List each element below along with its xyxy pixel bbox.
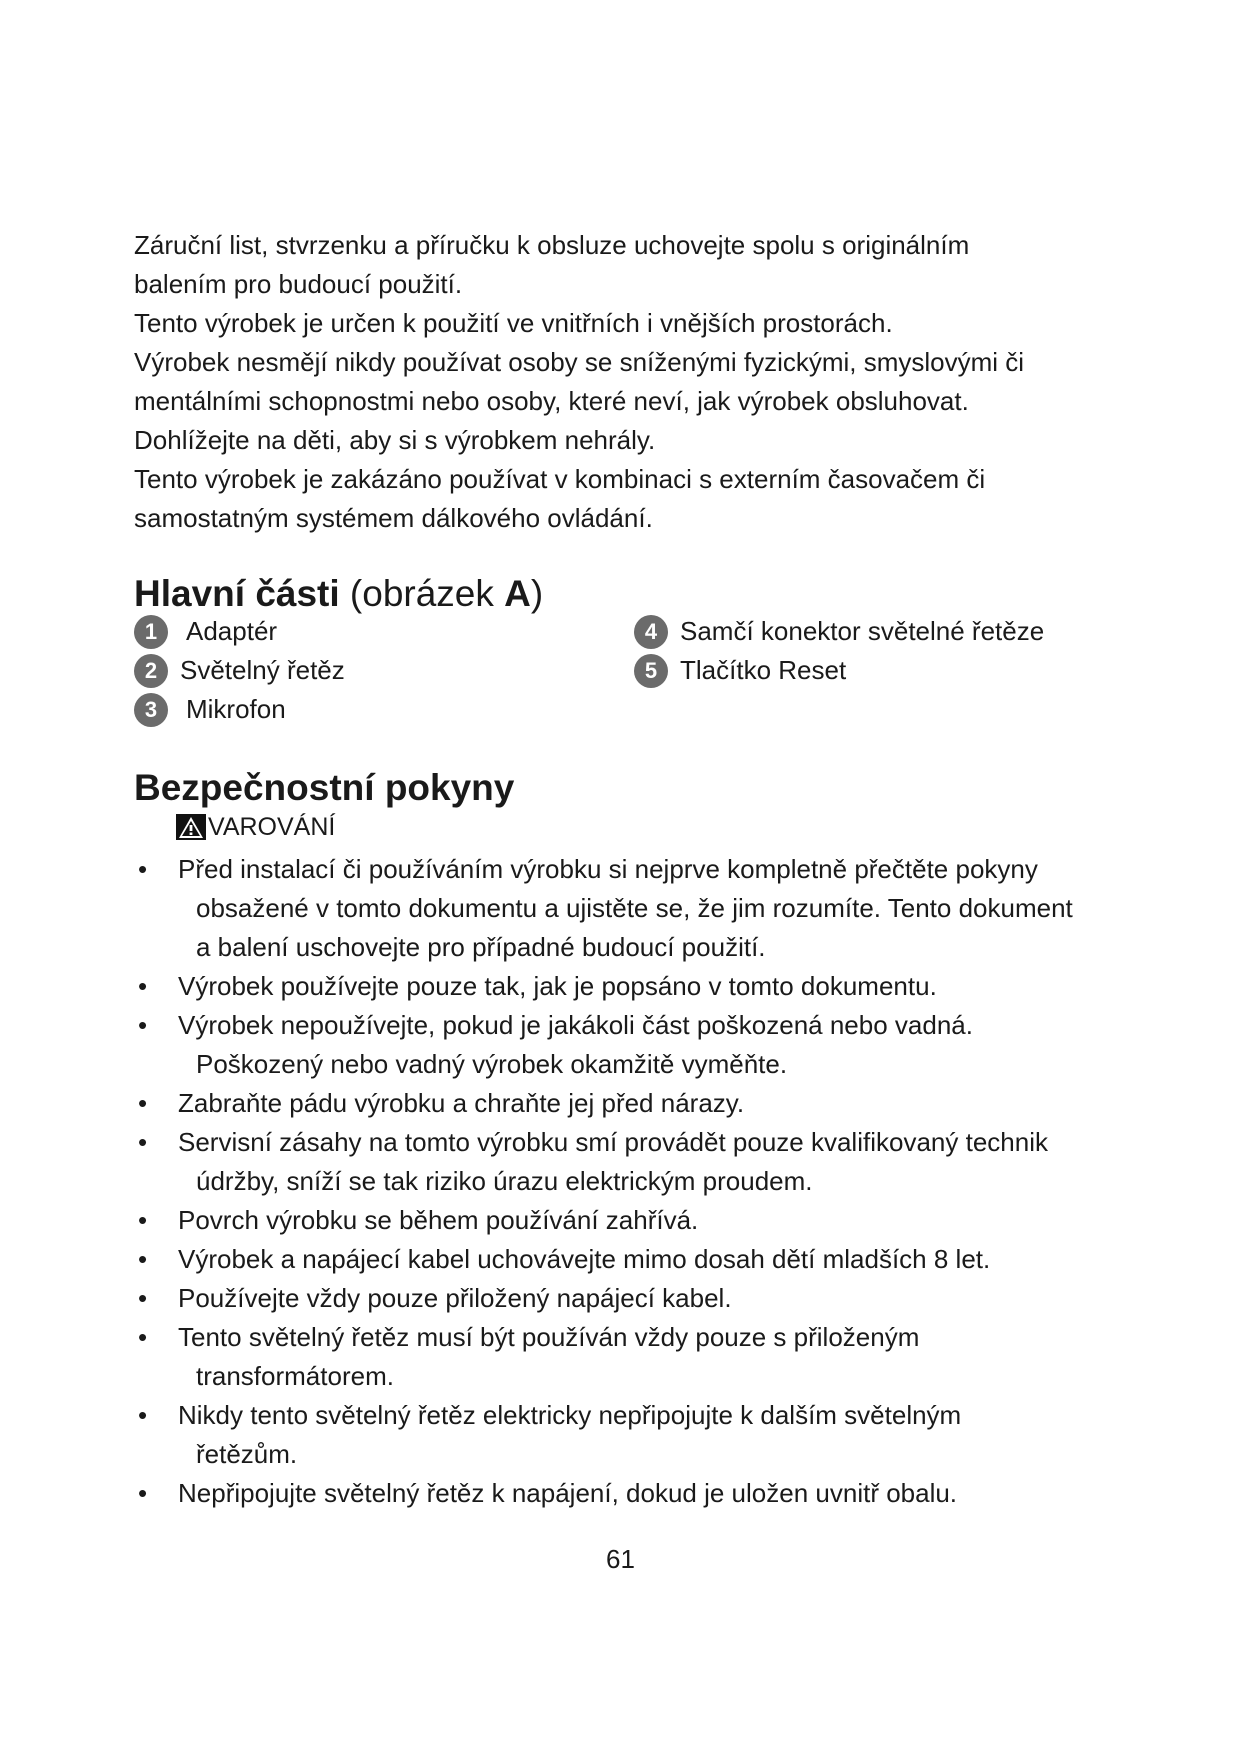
part-number-badge: 5 <box>634 654 668 688</box>
list-item: • Před instalací či používáním výrobku si nejprve kompletně přečtěte pokyny obsažené v tomto dokumentu a ujistěte se, že jim rozumíte. Tento dokument a balení uschovejte pro případné budoucí použití. <box>134 850 1134 967</box>
list-item: • Výrobek používejte pouze tak, jak je popsáno v tomto dokumentu. <box>134 967 1134 1006</box>
intro-line: samostatným systémem dálkového ovládání. <box>134 503 653 533</box>
list-item: • Povrch výrobku se během používání zahřívá. <box>134 1201 1134 1240</box>
list-item: • Výrobek nepoužívejte, pokud je jakákoli část poškozená nebo vadná. Poškozený nebo vadný výrobek okamžitě vyměňte. <box>134 1006 1134 1084</box>
part-item <box>134 651 345 690</box>
parts-list-left <box>134 612 345 729</box>
main-parts-heading-close: ) <box>530 573 544 614</box>
part-item <box>134 612 345 651</box>
part-number-badge: 2 <box>134 654 168 688</box>
part-label: Světelný řetěz <box>180 655 345 685</box>
list-item: • Zabraňte pádu výrobku a chraňte jej před nárazy. <box>134 1084 1134 1123</box>
part-number-badge: 3 <box>134 693 168 727</box>
warning-label: VAROVÁNÍ <box>208 812 336 841</box>
list-item: • Výrobek a napájecí kabel uchovávejte mimo dosah dětí mladších 8 let. <box>134 1240 1134 1279</box>
part-item <box>634 651 1044 690</box>
intro-line: Výrobek nesmějí nikdy používat osoby se sníženými fyzickými, smyslovými či <box>134 347 1025 377</box>
list-item: • Tento světelný řetěz musí být používán vždy pouze s přiloženým transformátorem. <box>134 1318 1134 1396</box>
intro-line: mentálními schopnostmi nebo osoby, které neví, jak výrobek obsluhovat. <box>134 386 969 416</box>
main-parts-heading-letter: A <box>504 573 531 614</box>
warning-triangle-icon <box>176 814 206 840</box>
warning-label-row <box>176 810 335 844</box>
main-parts-heading-normal: (obrázek <box>339 573 505 614</box>
main-parts-heading-bold: Hlavní části <box>134 573 340 614</box>
intro-line: Tento výrobek je zakázáno používat v kombinaci s externím časovačem či <box>134 464 986 494</box>
intro-line: balením pro budoucí použití. <box>134 269 463 299</box>
safety-instructions-list <box>134 850 1134 1513</box>
part-label: Samčí konektor světelné řetěze <box>680 616 1045 646</box>
list-item: • Nepřipojujte světelný řetěz k napájení, dokud je uložen uvnitř obalu. <box>134 1474 1134 1513</box>
intro-line: Tento výrobek je určen k použití ve vnitřních i vnějších prostorách. <box>134 308 893 338</box>
part-item <box>134 690 345 729</box>
part-number-badge: 1 <box>134 615 168 649</box>
parts-list-right <box>634 612 1044 690</box>
part-item <box>634 612 1044 651</box>
safety-heading: Bezpečnostní pokyny <box>134 767 515 808</box>
list-item: • Používejte vždy pouze přiložený napájecí kabel. <box>134 1279 1134 1318</box>
part-label: Mikrofon <box>186 694 286 724</box>
part-label: Adaptér <box>186 616 278 646</box>
intro-line: Záruční list, stvrzenku a příručku k obsluze uchovejte spolu s originálním <box>134 230 970 260</box>
part-label: Tlačítko Reset <box>680 655 847 685</box>
intro-line: Dohlížejte na děti, aby si s výrobkem nehrály. <box>134 425 656 455</box>
page-number: 61 <box>606 1544 635 1574</box>
part-number-badge: 4 <box>634 615 668 649</box>
intro-text <box>134 226 1134 538</box>
list-item: • Nikdy tento světelný řetěz elektricky nepřipojujte k dalším světelným řetězům. <box>134 1396 1134 1474</box>
main-parts-heading <box>134 572 543 616</box>
list-item: • Servisní zásahy na tomto výrobku smí provádět pouze kvalifikovaný technik údržby, sníží se tak riziko úrazu elektrickým proudem. <box>134 1123 1134 1201</box>
